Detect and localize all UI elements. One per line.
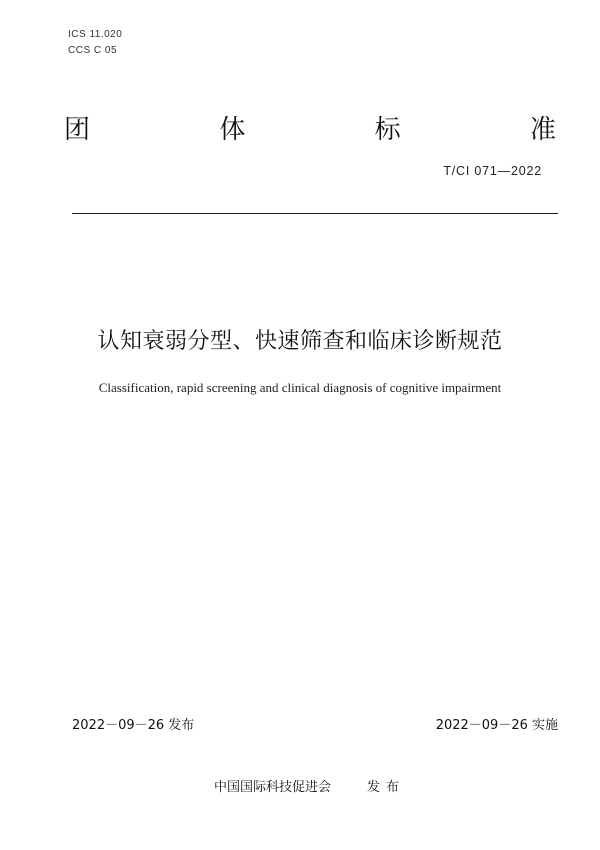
- standard-type-char: 团: [64, 115, 91, 145]
- implementation-date: 2022－09－26 实施: [435, 718, 558, 733]
- classification-codes: [68, 27, 122, 59]
- title-english: Classification, rapid screening and clinical diagnosis of cognitive impairment: [98, 380, 502, 395]
- publisher-name: 中国国际科技促进会: [214, 780, 332, 795]
- standard-type-char: 准: [529, 115, 556, 145]
- standard-type-char: 体: [219, 115, 246, 145]
- header-divider: [72, 213, 558, 214]
- ics-code: ICS 11.020: [68, 29, 123, 40]
- standard-number: T/CI 071—2022: [443, 164, 542, 178]
- standard-type-heading: [64, 112, 556, 148]
- ccs-code: CCS C 05: [68, 45, 118, 56]
- publish-label: 发布: [367, 780, 406, 795]
- standard-type-char: 标: [374, 115, 401, 145]
- issue-date: 2022－09－26 发布: [72, 718, 195, 733]
- title-chinese: 认知衰弱分型、快速筛查和临床诊断规范: [97, 329, 503, 354]
